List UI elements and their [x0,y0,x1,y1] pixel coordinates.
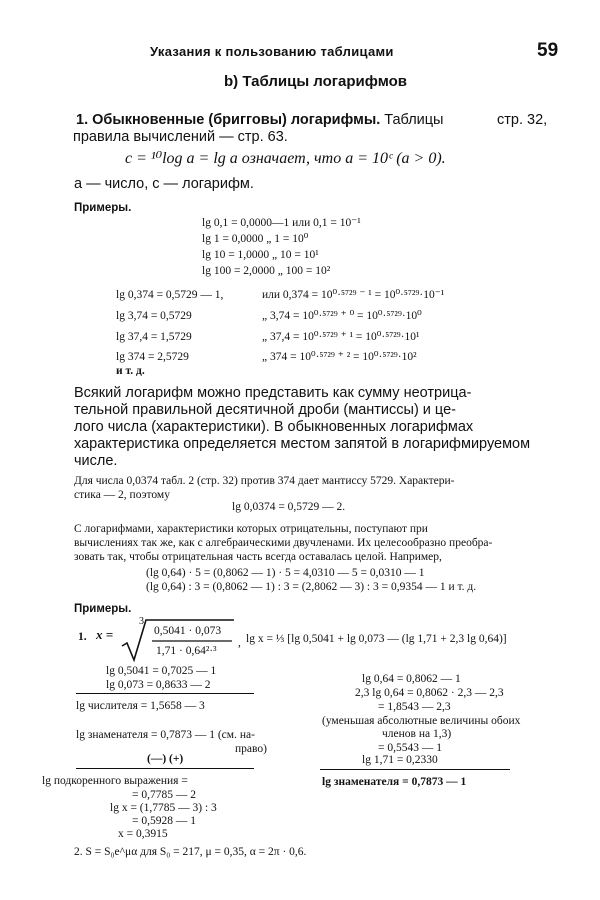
radicand-denominator: 1,71 · 0,64²·³ [156,645,217,657]
example-1-lhs: x = [96,627,114,642]
radicand-label: lg подкоренного выражения = [42,775,188,787]
log-row-2-left: lg 3,74 = 0,5729 [116,310,192,322]
log-row-1-left: lg 0,374 = 0,5729 — 1, [116,289,224,301]
sign-markers: (—) (+) [147,753,184,765]
rules-reference: правила вычислений — стр. 63. [73,129,288,145]
running-header: Указания к пользованию таблицами [150,44,394,59]
mantissa-paragraph [74,385,564,470]
radicand-line-2: lg x = (1,7785 — 3) : 3 [110,802,217,814]
powers-row-2: lg 1 = 0,0000 „ 1 = 10⁰ [202,233,309,245]
subsection-heading-line [76,112,443,129]
log-row-4-left: lg 374 = 2,5729 [116,351,189,363]
right-log-line-1: lg 0,64 = 0,8062 — 1 [362,673,461,685]
negative-char-line-3: зовать так, чтобы отрицательная часть всегда оставалась целой. Например, [74,551,442,563]
denominator-result: lg знаменателя = 0,7873 — 1 [322,776,467,788]
right-note-2: членов на 1,3) [382,728,452,740]
mantissa-line-2: тельной правильной десятичной дроби (мантиссы) и це- [74,402,456,418]
log-row-2-right: „ 3,74 = 10⁰·⁵⁷²⁹ ⁺ ⁰ = 10⁰·⁵⁷²⁹·10⁰ [262,310,422,322]
radicand-line-4: x = 0,3915 [118,828,168,840]
radicand-line-1: = 0,7785 — 2 [132,789,196,801]
examples-label: Примеры. [74,202,132,214]
right-log-line-2: 2,3 lg 0,64 = 0,8062 · 2,3 — 2,3 [355,687,504,699]
root-index: 3 [139,616,144,627]
definition-formula: c = ¹⁰log a = lg a означает, что a = 10ᶜ (a > 0). [125,150,446,167]
right-log-line-3: = 1,8543 — 2,3 [378,701,451,713]
sum-rule-2 [76,768,254,769]
log-row-3-right: „ 37,4 = 10⁰·⁵⁷²⁹ ⁺ ¹ = 10⁰·⁵⁷²⁹·10¹ [262,331,420,343]
negative-char-line-1: С логарифмами, характеристики которых отрицательны, поступают при [74,523,428,535]
sum-rule-3 [320,769,510,770]
right-note-1: (уменьшая абсолютные величины обоих [322,715,521,727]
powers-row-3: lg 10 = 1,0000 „ 10 = 10¹ [202,249,319,261]
mantissa-line-4: характеристика определяется местом запятой в логарифмируемом [74,436,531,452]
example-2: 2. S = S₀e^μα для S₀ = 217, μ = 0,35, α = 2π · 0,6. [74,846,307,858]
subsection-heading: 1. Обыкновенные (бригговы) логарифмы. [76,112,381,128]
radicand-line-3: = 0,5928 — 1 [132,815,196,827]
negative-char-formula-2: (lg 0,64) : 3 = (0,8062 — 1) : 3 = (2,8062 — 3) : 3 = 0,9354 — 1 и т. д. [146,581,477,593]
mantissa-line-5: числе. [74,453,118,469]
denominator-log: lg знаменателя = 0,7873 — 1 (см. на- [76,729,255,741]
example-1-comma: , [238,637,241,649]
denominator-log-cont: право) [235,743,267,755]
negative-char-line-2: вычислениях так же, как с алгебраическими двучленами. Их целесообразно преобра- [74,537,493,549]
subsection-heading-rest: Таблицы [384,112,444,128]
numerator-log: lg числителя = 1,5658 — 3 [76,700,205,712]
examples-label-2: Примеры. [74,603,132,615]
table-reference: стр. 32, [497,112,548,128]
log-line-2: lg 0,073 = 0,8633 — 2 [106,679,211,691]
powers-row-4: lg 100 = 2,0000 „ 100 = 10² [202,265,331,277]
characteristic-line-1: Для числа 0,0374 табл. 2 (стр. 32) против 374 дает мантиссу 5729. Характери- [74,475,455,487]
mantissa-line-1: Всякий логарифм можно представить как сумму неотрица- [74,385,472,401]
log-line-1: lg 0,5041 = 0,7025 — 1 [106,665,217,677]
negative-char-formula-1: (lg 0,64) · 5 = (0,8062 — 1) · 5 = 4,0310 — 5 = 0,0310 — 1 [146,567,425,579]
log-row-1-right: или 0,374 = 10⁰·⁵⁷²⁹ ⁻ ¹ = 10⁰·⁵⁷²⁹·10⁻¹ [262,289,445,301]
right-log-line-4: = 0,5543 — 1 [378,742,442,754]
log-row-3-left: lg 37,4 = 1,5729 [116,331,192,343]
powers-row-1: lg 0,1 = 0,0000—1 или 0,1 = 10⁻¹ [202,217,361,229]
section-title: b) Таблицы логарифмов [224,73,407,90]
sum-rule-1 [76,693,254,694]
log-row-4-right: „ 374 = 10⁰·⁵⁷²⁹ ⁺ ² = 10⁰·⁵⁷²⁹·10² [262,351,417,363]
page-number: 59 [537,40,559,61]
radicand-numerator: 0,5041 · 0,073 [154,625,222,637]
example-1-number: 1. [78,631,87,643]
definition-terms: a — число, c — логарифм. [74,176,254,192]
characteristic-line-2: стика — 2, поэтому [74,489,170,501]
characteristic-formula: lg 0,0374 = 0,5729 — 2. [232,501,346,513]
log-expression: lg x = ⅓ [lg 0,5041 + lg 0,073 — (lg 1,71 + 2,3 lg 0,64)] [246,633,507,645]
etc-label: и т. д. [116,365,145,377]
mantissa-line-3: лого числа (характеристики). В обыкновенных логарифмах [74,419,474,435]
right-log-line-5: lg 1,71 = 0,2330 [362,754,438,766]
